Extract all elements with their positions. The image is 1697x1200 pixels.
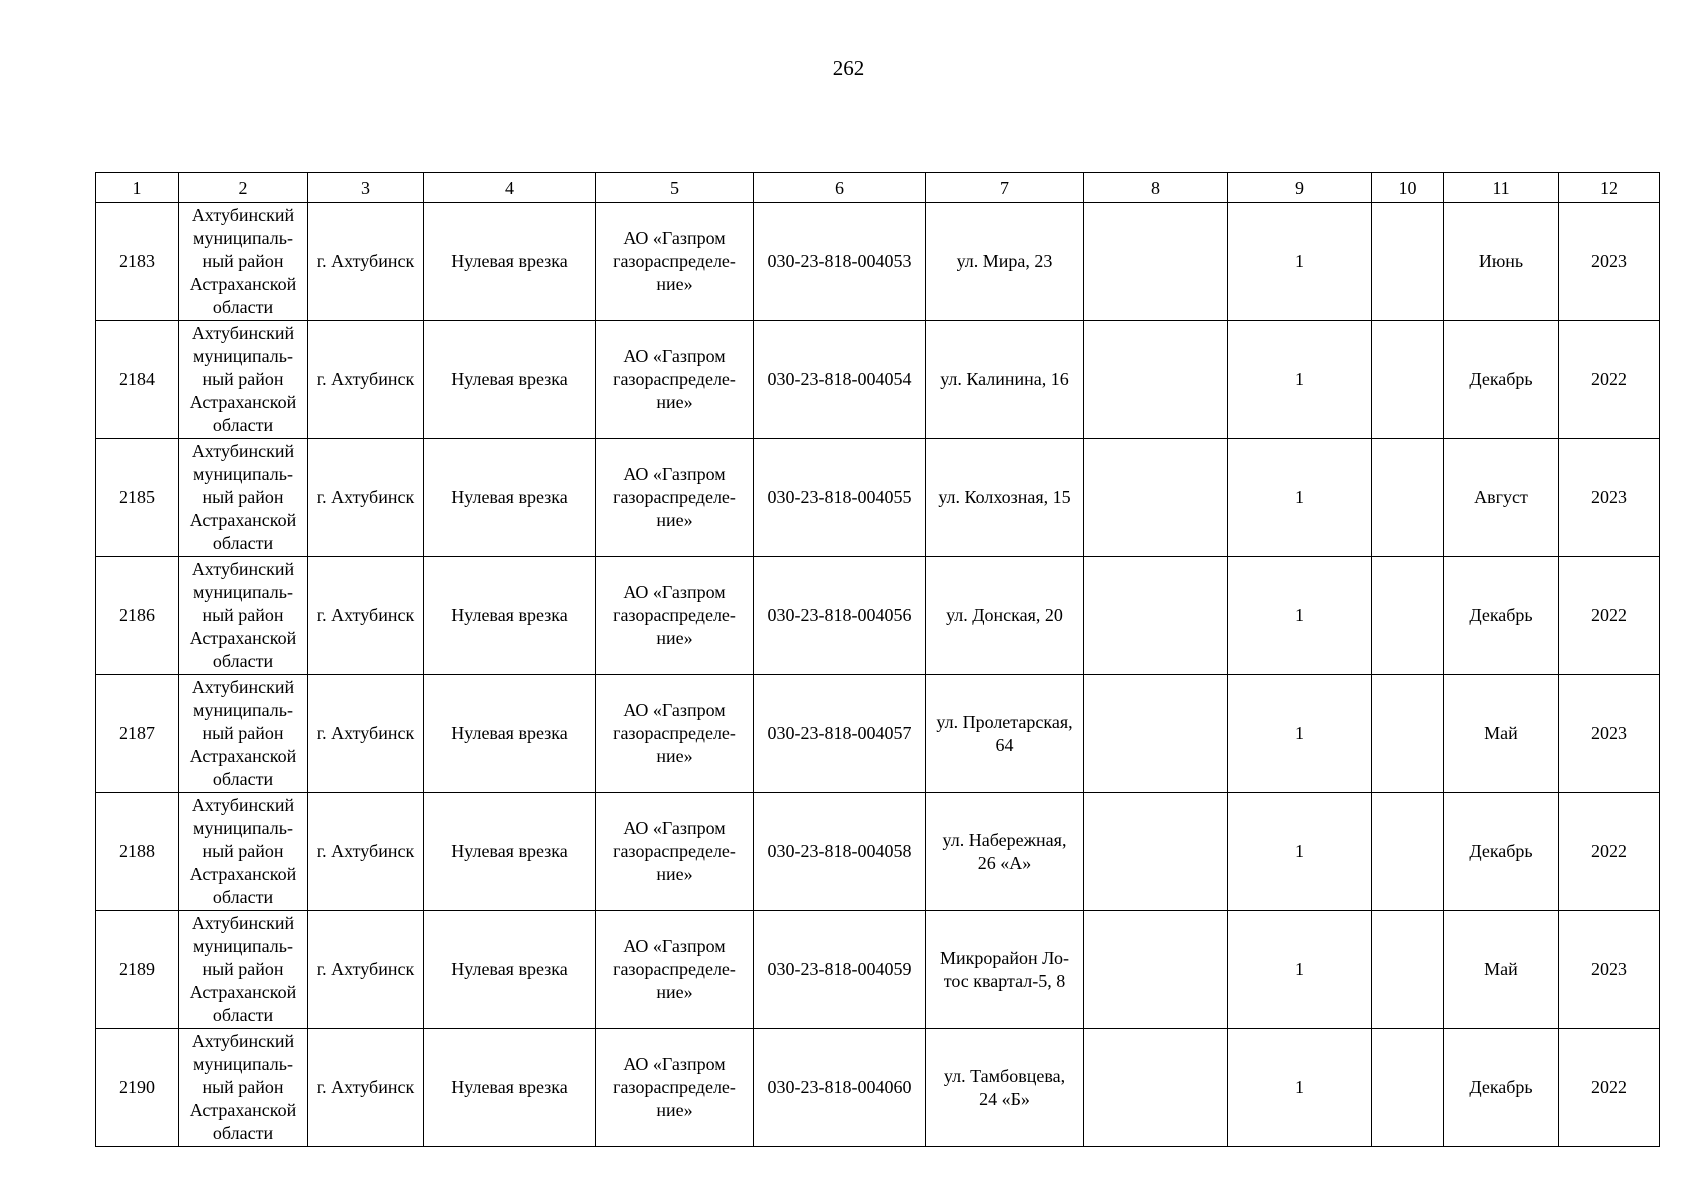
table-row [96,793,1660,911]
column-header-9: 9 [1228,173,1372,203]
organization-line: АО «Газпром [623,1054,726,1074]
month-cell: Декабрь [1444,321,1559,439]
column-8-cell [1084,439,1228,557]
connection-type-cell: Нулевая врезка [424,911,596,1029]
district-line: Астраханской [189,392,297,412]
address-cell [926,321,1084,439]
connection-type-cell: Нулевая врезка [424,439,596,557]
column-header-4: 4 [424,173,596,203]
organization-line: ние» [656,274,693,294]
address-line: 26 «А» [977,852,1032,873]
organization-line: газораспределе- [613,251,736,271]
quantity-cell: 1 [1228,321,1372,439]
month-cell: Декабрь [1444,557,1559,675]
object-code-cell: 030-23-818-004058 [754,793,926,911]
district-line: ный район [202,841,284,861]
organization-line: газораспределе- [613,723,736,743]
column-10-cell [1372,675,1444,793]
organization-cell [596,793,754,911]
district-line: Астраханской [189,1100,297,1120]
organization-line: ние» [656,392,693,412]
city-cell: г. Ахтубинск [308,793,424,911]
district-cell [179,557,308,675]
city-cell: г. Ахтубинск [308,439,424,557]
data-table-container [95,172,1660,1147]
quantity-cell: 1 [1228,203,1372,321]
district-line: Ахтубинский [191,559,295,579]
organization-cell [596,321,754,439]
district-line: области [212,1005,274,1025]
month-cell: Май [1444,675,1559,793]
district-line: Астраханской [189,274,297,294]
row-number-cell: 2186 [96,557,179,675]
district-line: муниципаль- [193,464,293,484]
column-8-cell [1084,675,1228,793]
district-line: области [212,533,274,553]
address-cell [926,203,1084,321]
district-line: области [212,769,274,789]
table-row [96,439,1660,557]
district-cell [179,911,308,1029]
table-body [96,173,1660,1147]
month-cell: Август [1444,439,1559,557]
column-header-10: 10 [1372,173,1444,203]
organization-line: ние» [656,982,693,1002]
row-number-cell: 2185 [96,439,179,557]
table-row [96,203,1660,321]
organization-line: АО «Газпром [623,346,726,366]
connection-type-cell: Нулевая врезка [424,675,596,793]
address-line: тос квартал-5, 8 [943,970,1066,991]
district-cell [179,321,308,439]
organization-line: АО «Газпром [623,464,726,484]
address-line: 24 «Б» [979,1088,1030,1109]
organization-line: газораспределе- [613,841,736,861]
column-8-cell [1084,793,1228,911]
year-cell: 2023 [1559,203,1660,321]
year-cell: 2022 [1559,557,1660,675]
address-line: 64 [995,734,1014,755]
column-10-cell [1372,911,1444,1029]
object-code-cell: 030-23-818-004054 [754,321,926,439]
column-10-cell [1372,439,1444,557]
address-line: ул. Мира, 23 [956,251,1053,271]
page-number: 262 [832,56,865,80]
address-cell [926,1029,1084,1147]
address-line: Микрорайон Ло- [940,947,1069,968]
address-cell [926,439,1084,557]
district-line: ный район [202,605,284,625]
quantity-cell: 1 [1228,557,1372,675]
address-line: ул. Донская, 20 [946,605,1063,625]
district-line: муниципаль- [193,346,293,366]
organization-line: газораспределе- [613,1077,736,1097]
organization-line: газораспределе- [613,959,736,979]
row-number-cell: 2190 [96,1029,179,1147]
address-cell [926,675,1084,793]
organization-cell [596,439,754,557]
table-row [96,675,1660,793]
district-line: муниципаль- [193,936,293,956]
address-cell [926,793,1084,911]
organization-line: ние» [656,1100,693,1120]
organization-line: ние» [656,510,693,530]
district-cell [179,675,308,793]
city-cell: г. Ахтубинск [308,321,424,439]
column-header-3: 3 [308,173,424,203]
object-code-cell: 030-23-818-004060 [754,1029,926,1147]
year-cell: 2022 [1559,321,1660,439]
district-line: Ахтубинский [191,677,295,697]
organization-cell [596,203,754,321]
address-cell [926,557,1084,675]
object-code-cell: 030-23-818-004055 [754,439,926,557]
organization-line: ние» [656,628,693,648]
row-number-cell: 2183 [96,203,179,321]
district-line: области [212,1123,274,1143]
row-number-cell: 2188 [96,793,179,911]
month-cell: Июнь [1444,203,1559,321]
district-line: Астраханской [189,628,297,648]
organization-cell [596,675,754,793]
city-cell: г. Ахтубинск [308,1029,424,1147]
district-line: Ахтубинский [191,205,295,225]
data-table [95,172,1660,1147]
table-header-row [96,173,1660,203]
column-header-8: 8 [1084,173,1228,203]
city-cell: г. Ахтубинск [308,675,424,793]
district-line: ный район [202,723,284,743]
organization-line: АО «Газпром [623,582,726,602]
connection-type-cell: Нулевая врезка [424,1029,596,1147]
quantity-cell: 1 [1228,911,1372,1029]
column-8-cell [1084,1029,1228,1147]
column-header-1: 1 [96,173,179,203]
organization-line: ние» [656,864,693,884]
district-cell [179,439,308,557]
district-cell [179,1029,308,1147]
address-line: ул. Набережная, [942,829,1067,850]
quantity-cell: 1 [1228,793,1372,911]
organization-line: АО «Газпром [623,700,726,720]
organization-cell [596,557,754,675]
table-row [96,1029,1660,1147]
organization-cell [596,1029,754,1147]
year-cell: 2022 [1559,1029,1660,1147]
organization-line: АО «Газпром [623,228,726,248]
column-8-cell [1084,203,1228,321]
column-10-cell [1372,1029,1444,1147]
column-header-12: 12 [1559,173,1660,203]
district-line: Ахтубинский [191,795,295,815]
quantity-cell: 1 [1228,675,1372,793]
object-code-cell: 030-23-818-004057 [754,675,926,793]
district-line: Ахтубинский [191,441,295,461]
connection-type-cell: Нулевая врезка [424,557,596,675]
organization-cell [596,911,754,1029]
column-header-11: 11 [1444,173,1559,203]
table-row [96,321,1660,439]
row-number-cell: 2184 [96,321,179,439]
district-line: ный район [202,959,284,979]
quantity-cell: 1 [1228,439,1372,557]
organization-line: ние» [656,746,693,766]
connection-type-cell: Нулевая врезка [424,203,596,321]
quantity-cell: 1 [1228,1029,1372,1147]
year-cell: 2022 [1559,793,1660,911]
district-line: области [212,651,274,671]
month-cell: Декабрь [1444,1029,1559,1147]
month-cell: Декабрь [1444,793,1559,911]
table-row [96,557,1660,675]
district-line: Ахтубинский [191,1031,295,1051]
district-line: ный район [202,251,284,271]
district-line: области [212,887,274,907]
organization-line: газораспределе- [613,369,736,389]
object-code-cell: 030-23-818-004059 [754,911,926,1029]
connection-type-cell: Нулевая врезка [424,793,596,911]
address-line: ул. Калинина, 16 [940,369,1069,389]
district-line: Ахтубинский [191,323,295,343]
district-line: муниципаль- [193,228,293,248]
column-header-6: 6 [754,173,926,203]
address-cell [926,911,1084,1029]
district-cell [179,203,308,321]
district-line: муниципаль- [193,818,293,838]
column-10-cell [1372,557,1444,675]
organization-line: газораспределе- [613,487,736,507]
column-8-cell [1084,911,1228,1029]
district-line: ный район [202,487,284,507]
district-line: Астраханской [189,982,297,1002]
column-10-cell [1372,203,1444,321]
district-line: Астраханской [189,864,297,884]
row-number-cell: 2187 [96,675,179,793]
column-header-2: 2 [179,173,308,203]
column-header-5: 5 [596,173,754,203]
district-line: области [212,297,274,317]
month-cell: Май [1444,911,1559,1029]
city-cell: г. Ахтубинск [308,557,424,675]
row-number-cell: 2189 [96,911,179,1029]
district-line: Ахтубинский [191,913,295,933]
organization-line: АО «Газпром [623,818,726,838]
address-line: ул. Пролетарская, [936,711,1073,732]
object-code-cell: 030-23-818-004056 [754,557,926,675]
city-cell: г. Ахтубинск [308,203,424,321]
connection-type-cell: Нулевая врезка [424,321,596,439]
table-row [96,911,1660,1029]
year-cell: 2023 [1559,439,1660,557]
column-8-cell [1084,321,1228,439]
object-code-cell: 030-23-818-004053 [754,203,926,321]
district-line: муниципаль- [193,582,293,602]
address-line: ул. Колхозная, 15 [938,487,1071,507]
year-cell: 2023 [1559,675,1660,793]
district-line: ный район [202,369,284,389]
organization-line: газораспределе- [613,605,736,625]
district-line: Астраханской [189,746,297,766]
district-cell [179,793,308,911]
district-line: области [212,415,274,435]
year-cell: 2023 [1559,911,1660,1029]
organization-line: АО «Газпром [623,936,726,956]
column-header-7: 7 [926,173,1084,203]
district-line: ный район [202,1077,284,1097]
column-10-cell [1372,793,1444,911]
column-10-cell [1372,321,1444,439]
district-line: муниципаль- [193,1054,293,1074]
column-8-cell [1084,557,1228,675]
district-line: Астраханской [189,510,297,530]
district-line: муниципаль- [193,700,293,720]
city-cell: г. Ахтубинск [308,911,424,1029]
address-line: ул. Тамбовцева, [943,1065,1066,1086]
